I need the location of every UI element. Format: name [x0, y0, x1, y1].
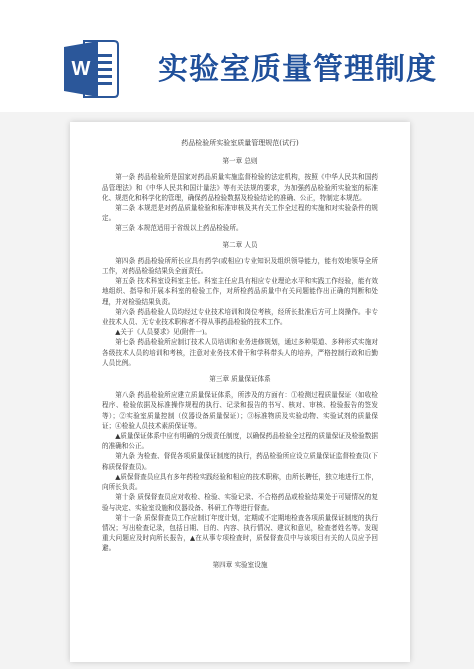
paragraph: ▲质量保证体系中应有明确的分级责任制度，以确保药品检验全过程的质量保证及检验数据的准确和公正。	[102, 432, 378, 451]
paragraph: 第五条 技术科室设科室主任。科室主任应具有相应专业理论水平和实践工作经验，能有效地组织、指导和开展本科室的检验工作，对所检药品质量中有关问题能作出正确的判断和处理，并对检验结果负责。	[102, 277, 378, 306]
paragraph: 第十一条 质保督查员工作应制订年度计划，定期或不定期地检查各项质量保证制度的执行情况；写出检查记录，包括日期、目的、内容、执行情况、建议和意见，检查者姓名等。发现重大问题应及时向所长报告，▲在从事专项检查时，质保督查员中与该项目有关的人员应予回避。	[102, 513, 378, 553]
banner-title: 实验室质量管理制度	[158, 52, 437, 87]
word-document-icon	[62, 38, 122, 100]
chapter-heading: 第二章 人员	[222, 240, 258, 249]
banner	[0, 0, 474, 112]
paragraph: 第七条 药品检验所应制订技术人员培训和业务进修规划，通过多种渠道、多种形式实施对各级技术人员的培训和考核，注意对业务技术骨干和学科带头人的培养，严格控制行政和后勤人员比例。	[102, 338, 378, 367]
paragraph: 第八条 药品检验所应建立质量保证体系，所涉及的方面有：①检测过程质量保证（如收检程序、检验依据及标准操作规程的执行、记录和报告的书写、核对、审核、检验报告的签发等）；②实验室质量控制（仪器设备质量保证）；③标准物质及实验动物、实验试剂的质量保证；④检验人员技术素质保证等。	[102, 391, 378, 430]
word-logo-letter: W	[71, 58, 91, 80]
paragraph: 第十条 质保督查员应对收检、检验、实验记录、不合格药品或检验结果处于可疑情况的复验与决定、实验室设施和仪器设备、科研工作等进行督查。	[102, 493, 378, 512]
paragraph: 第二条 本规范是对药品质量检验和标准审核及其有关工作全过程的实施和对实验条件的规定。	[102, 204, 378, 223]
document-body	[102, 138, 378, 576]
paragraph: 第四条 药品检验所所长应具有药学(或相应)专业知识及组织领导能力，能有效地领导全所工作，对药品检验结果负全面责任。	[102, 256, 378, 276]
chapter-heading: 第三章 质量保证体系	[209, 375, 271, 384]
document-title: 药品检验所实验室质量管理规范(试行)	[181, 139, 299, 147]
paragraph: 第一条 药品检验所是国家对药品质量实施监督检验的法定机构，按照《中华人民共和国药品管理法》和《中华人民共和国计量法》等有关法规的要求，为加强药品检验所实验室的标准化、规范化和科学化的管理，确保药品检验数据及检验结论的准确、公正，特制定本规范。	[102, 173, 378, 202]
chapter-heading: 第一章 总则	[222, 157, 258, 166]
paragraph: 第六条 药品检验人员均经过专业技术培训和岗位考核，经所长批准后方可上岗操作。非专业技术人员、无专业技术职称者不得从事药品检验的技术工作。	[102, 307, 378, 327]
paragraph: ▲关于《人员要求》见(附件一)。	[115, 328, 212, 337]
paragraph: 第三条 本规范适用于省级以上药品检验所。	[115, 224, 243, 233]
paragraph: ▲质保督查员应具有多年药检实践经验和相应的技术职称，由所长聘任，独立地进行工作，向所长负责。	[102, 472, 378, 492]
chapter-heading: 第四章 实验室设施	[212, 560, 268, 569]
document-page	[70, 122, 410, 662]
paragraph: 第九条 为检查、督促各项质量保证制度的执行，药品检验所应设立质量保证监督检查员(下称质保督查员)。	[102, 452, 378, 471]
